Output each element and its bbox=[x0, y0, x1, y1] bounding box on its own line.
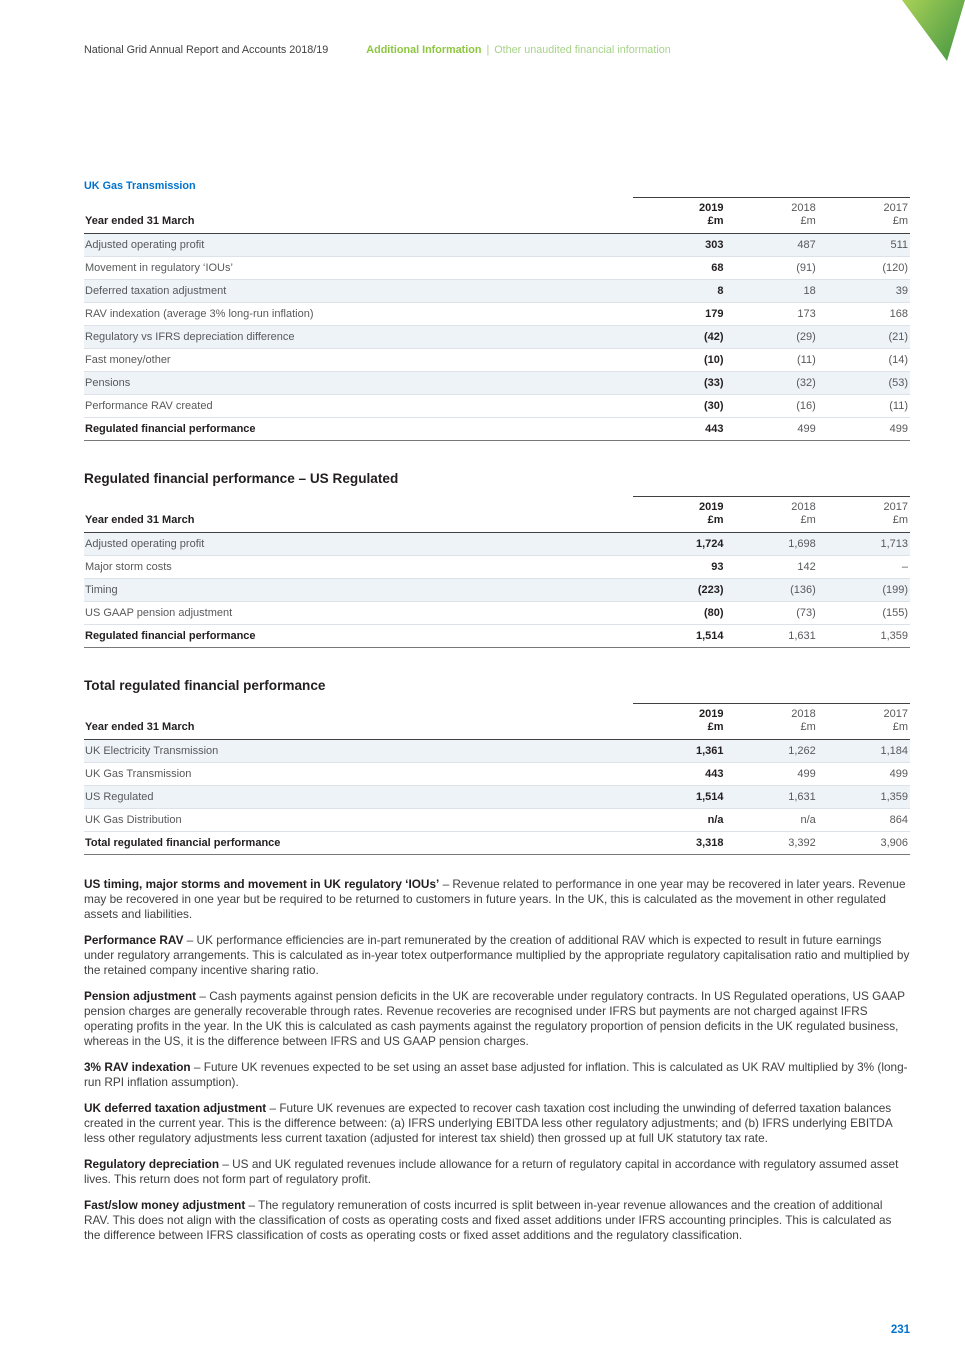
table-row bbox=[84, 303, 910, 326]
column-unit: £m bbox=[892, 215, 908, 227]
table-row bbox=[84, 395, 910, 418]
row-value: 1,514 bbox=[633, 786, 725, 809]
definition-paragraph bbox=[84, 989, 910, 1049]
row-value: (80) bbox=[633, 602, 725, 625]
definition-text: – US and UK regulated revenues include allowance for a return of regulatory capital in accordance with regulatory assumed asset lives. This return does not form part of regulatory profit. bbox=[84, 1157, 899, 1186]
row-value: (42) bbox=[633, 326, 725, 349]
column-header-2019 bbox=[633, 198, 725, 234]
column-year: 2019 bbox=[699, 708, 724, 720]
row-value: (223) bbox=[633, 579, 725, 602]
row-label: Major storm costs bbox=[84, 556, 633, 579]
definition-term: Performance RAV bbox=[84, 933, 184, 947]
column-header-2019 bbox=[633, 497, 725, 533]
column-unit: £m bbox=[800, 721, 816, 733]
column-unit: £m bbox=[707, 215, 724, 227]
column-unit: £m bbox=[892, 514, 908, 526]
column-header-2017 bbox=[818, 198, 910, 234]
row-value: 1,514 bbox=[633, 625, 725, 648]
header-separator: | bbox=[486, 44, 490, 56]
column-header-2019 bbox=[633, 704, 725, 740]
definition-term: Regulatory depreciation bbox=[84, 1157, 220, 1171]
financial-table bbox=[84, 197, 910, 441]
financial-table bbox=[84, 703, 910, 855]
row-value: (10) bbox=[633, 349, 725, 372]
row-value: 1,262 bbox=[726, 740, 818, 763]
row-value: (33) bbox=[633, 372, 725, 395]
main-content bbox=[84, 180, 910, 1254]
section-heading-us-regulated: Regulated financial performance – US Regulated bbox=[84, 471, 399, 486]
column-unit: £m bbox=[707, 514, 724, 526]
definition-paragraph bbox=[84, 933, 910, 978]
definition-paragraph bbox=[84, 1060, 910, 1090]
row-value: (199) bbox=[818, 579, 910, 602]
row-label: US Regulated bbox=[84, 786, 633, 809]
corner-accent-triangle bbox=[902, 0, 965, 61]
row-label: Total regulated financial performance bbox=[84, 832, 633, 855]
row-value: 18 bbox=[726, 280, 818, 303]
table-row bbox=[84, 809, 910, 832]
row-value: 39 bbox=[818, 280, 910, 303]
row-label: US GAAP pension adjustment bbox=[84, 602, 633, 625]
row-value: (29) bbox=[726, 326, 818, 349]
row-value: (53) bbox=[818, 372, 910, 395]
row-value: 1,359 bbox=[818, 786, 910, 809]
column-header-2018 bbox=[726, 704, 818, 740]
definition-text: – Revenue related to performance in one year may be recovered in later years. Revenue may be recovered in one year but be required to be returned to customers in future years. In the UK, this is calculated as the movement in other regulated assets and liabilities. bbox=[84, 877, 906, 921]
definition-term: UK deferred taxation adjustment bbox=[84, 1101, 267, 1115]
table-row bbox=[84, 280, 910, 303]
row-value: 499 bbox=[818, 763, 910, 786]
column-header-2017 bbox=[818, 704, 910, 740]
definition-paragraph bbox=[84, 1157, 910, 1187]
column-header-2017 bbox=[818, 497, 910, 533]
row-value: 168 bbox=[818, 303, 910, 326]
row-value: (32) bbox=[726, 372, 818, 395]
column-year: 2018 bbox=[791, 501, 816, 513]
row-value: 1,713 bbox=[818, 533, 910, 556]
row-value: 1,724 bbox=[633, 533, 725, 556]
definition-text: – UK performance efficiencies are in-part remunerated by the creation of additional RAV which is expected to result in future earnings under regulatory arrangements. This is calculated as in-year totex outperformance multiplied by the appropriate regulatory capitalisation ratio and multiplied by the retained company incentive sharing ratio. bbox=[84, 933, 910, 977]
row-label: Fast money/other bbox=[84, 349, 633, 372]
row-value: n/a bbox=[633, 809, 725, 832]
section-subtitle: Other unaudited financial information bbox=[494, 44, 671, 56]
row-value: (21) bbox=[818, 326, 910, 349]
table-total-row bbox=[84, 832, 910, 855]
section-title: Additional Information bbox=[366, 44, 482, 56]
column-unit: £m bbox=[892, 721, 908, 733]
row-value: (16) bbox=[726, 395, 818, 418]
row-value: 443 bbox=[633, 418, 725, 441]
column-year: 2017 bbox=[883, 501, 908, 513]
column-year: 2018 bbox=[791, 202, 816, 214]
table-row bbox=[84, 234, 910, 257]
row-label: Adjusted operating profit bbox=[84, 533, 633, 556]
table-row bbox=[84, 763, 910, 786]
row-value: 1,631 bbox=[726, 625, 818, 648]
definition-paragraph bbox=[84, 877, 910, 922]
column-year: 2018 bbox=[791, 708, 816, 720]
table-row bbox=[84, 533, 910, 556]
uk-gas-transmission-table-container bbox=[84, 197, 910, 441]
row-value: (11) bbox=[726, 349, 818, 372]
definition-paragraph bbox=[84, 1101, 910, 1146]
row-value: (30) bbox=[633, 395, 725, 418]
row-label: Movement in regulatory ‘IOUs’ bbox=[84, 257, 633, 280]
row-value: 511 bbox=[818, 234, 910, 257]
table-total-row bbox=[84, 418, 910, 441]
table-row bbox=[84, 349, 910, 372]
row-value: (14) bbox=[818, 349, 910, 372]
row-value: 499 bbox=[726, 763, 818, 786]
row-value: 1,361 bbox=[633, 740, 725, 763]
row-label: RAV indexation (average 3% long-run inflation) bbox=[84, 303, 633, 326]
row-value: 303 bbox=[633, 234, 725, 257]
column-unit: £m bbox=[707, 721, 724, 733]
row-label: Performance RAV created bbox=[84, 395, 633, 418]
row-value: 3,906 bbox=[818, 832, 910, 855]
row-label: Pensions bbox=[84, 372, 633, 395]
table-total-row bbox=[84, 625, 910, 648]
row-label: Regulated financial performance bbox=[84, 418, 633, 441]
row-value: (155) bbox=[818, 602, 910, 625]
row-value: 487 bbox=[726, 234, 818, 257]
row-value: 1,631 bbox=[726, 786, 818, 809]
year-ended-label: Year ended 31 March bbox=[84, 497, 633, 533]
table-row bbox=[84, 740, 910, 763]
definition-text: – Cash payments against pension deficits in the UK are recoverable under regulatory contracts. In US Regulated operations, US GAAP pension charges are generally recoverable through rates. Revenue recoveries are recognised under IFRS but payments are not charged against IFRS operating profits in the year. In the UK this is calculated as cash payments against the regulatory proportion of pension deficits in the UK regulated business, whereas in the US, it is the difference between IFRS and US GAAP pension charges. bbox=[84, 989, 905, 1048]
definitions bbox=[84, 877, 910, 1243]
definition-text: – The regulatory remuneration of costs incurred is split between in-year revenue allowances and the creation of additional RAV. This does not align with the classification of costs as operating costs and fixed asset additions under IFRS accounting principles. This is calculated as the difference between IFRS classification of costs as operating costs or fixed asset additions and the regulatory classification. bbox=[84, 1198, 892, 1242]
definition-paragraph bbox=[84, 1198, 910, 1243]
table-row bbox=[84, 257, 910, 280]
row-value: 68 bbox=[633, 257, 725, 280]
report-title: National Grid Annual Report and Accounts 2018/19 bbox=[84, 44, 329, 56]
page-header bbox=[84, 44, 910, 57]
row-value: 1,184 bbox=[818, 740, 910, 763]
column-year: 2019 bbox=[699, 501, 724, 513]
financial-table bbox=[84, 496, 910, 648]
column-year: 2017 bbox=[883, 708, 908, 720]
row-value: (11) bbox=[818, 395, 910, 418]
row-value: 173 bbox=[726, 303, 818, 326]
row-value: 499 bbox=[818, 418, 910, 441]
row-value: 499 bbox=[726, 418, 818, 441]
table-header-row bbox=[84, 497, 910, 533]
total-regulated-table-container bbox=[84, 703, 910, 855]
row-value: 179 bbox=[633, 303, 725, 326]
definition-term: 3% RAV indexation bbox=[84, 1060, 191, 1074]
page-number: 231 bbox=[890, 1324, 910, 1336]
table-title-uk-gas-transmission: UK Gas Transmission bbox=[84, 180, 196, 192]
column-header-2018 bbox=[726, 497, 818, 533]
row-value: 93 bbox=[633, 556, 725, 579]
column-year: 2017 bbox=[883, 202, 908, 214]
table-row bbox=[84, 372, 910, 395]
row-value: (73) bbox=[726, 602, 818, 625]
section-heading-total-regulated: Total regulated financial performance bbox=[84, 678, 326, 693]
definition-term: Fast/slow money adjustment bbox=[84, 1198, 246, 1212]
row-value: 864 bbox=[818, 809, 910, 832]
year-ended-label: Year ended 31 March bbox=[84, 198, 633, 234]
row-label: UK Electricity Transmission bbox=[84, 740, 633, 763]
row-value: 1,359 bbox=[818, 625, 910, 648]
table-row bbox=[84, 602, 910, 625]
row-value: 3,392 bbox=[726, 832, 818, 855]
definition-text: – Future UK revenues expected to be set using an asset base adjusted for inflation. This is calculated as UK RAV multiplied by 3% (long-run RPI inflation assumption). bbox=[84, 1060, 908, 1089]
definition-term: US timing, major storms and movement in UK regulatory ‘IOUs’ bbox=[84, 877, 440, 891]
us-regulated-table-container bbox=[84, 496, 910, 648]
row-label: UK Gas Distribution bbox=[84, 809, 633, 832]
row-value: n/a bbox=[726, 809, 818, 832]
row-value: 1,698 bbox=[726, 533, 818, 556]
row-value: 142 bbox=[726, 556, 818, 579]
row-label: Adjusted operating profit bbox=[84, 234, 633, 257]
table-row bbox=[84, 556, 910, 579]
row-label: Deferred taxation adjustment bbox=[84, 280, 633, 303]
row-value: 3,318 bbox=[633, 832, 725, 855]
table-row bbox=[84, 579, 910, 602]
row-label: Regulatory vs IFRS depreciation difference bbox=[84, 326, 633, 349]
table-row bbox=[84, 786, 910, 809]
definition-term: Pension adjustment bbox=[84, 989, 197, 1003]
row-value: 8 bbox=[633, 280, 725, 303]
row-value: – bbox=[818, 556, 910, 579]
year-ended-label: Year ended 31 March bbox=[84, 704, 633, 740]
table-header-row bbox=[84, 704, 910, 740]
column-unit: £m bbox=[800, 215, 816, 227]
row-value: 443 bbox=[633, 763, 725, 786]
column-year: 2019 bbox=[699, 202, 724, 214]
row-label: Timing bbox=[84, 579, 633, 602]
column-header-2018 bbox=[726, 198, 818, 234]
column-unit: £m bbox=[800, 514, 816, 526]
row-label: Regulated financial performance bbox=[84, 625, 633, 648]
row-value: (136) bbox=[726, 579, 818, 602]
table-header-row bbox=[84, 198, 910, 234]
definition-text: – Future UK revenues are expected to recover cash taxation cost including the unwinding of deferred taxation balances created in the current year. This is the difference between: (a) IFRS underlying EBITDA less other regulatory adjustments; and (b) IFRS underlying EBITDA less other regulatory adjustments less current taxation (adjusted for interest tax shield) then grossed up at full UK statutory tax rate. bbox=[84, 1101, 893, 1145]
row-value: (91) bbox=[726, 257, 818, 280]
row-label: UK Gas Transmission bbox=[84, 763, 633, 786]
row-value: (120) bbox=[818, 257, 910, 280]
table-row bbox=[84, 326, 910, 349]
